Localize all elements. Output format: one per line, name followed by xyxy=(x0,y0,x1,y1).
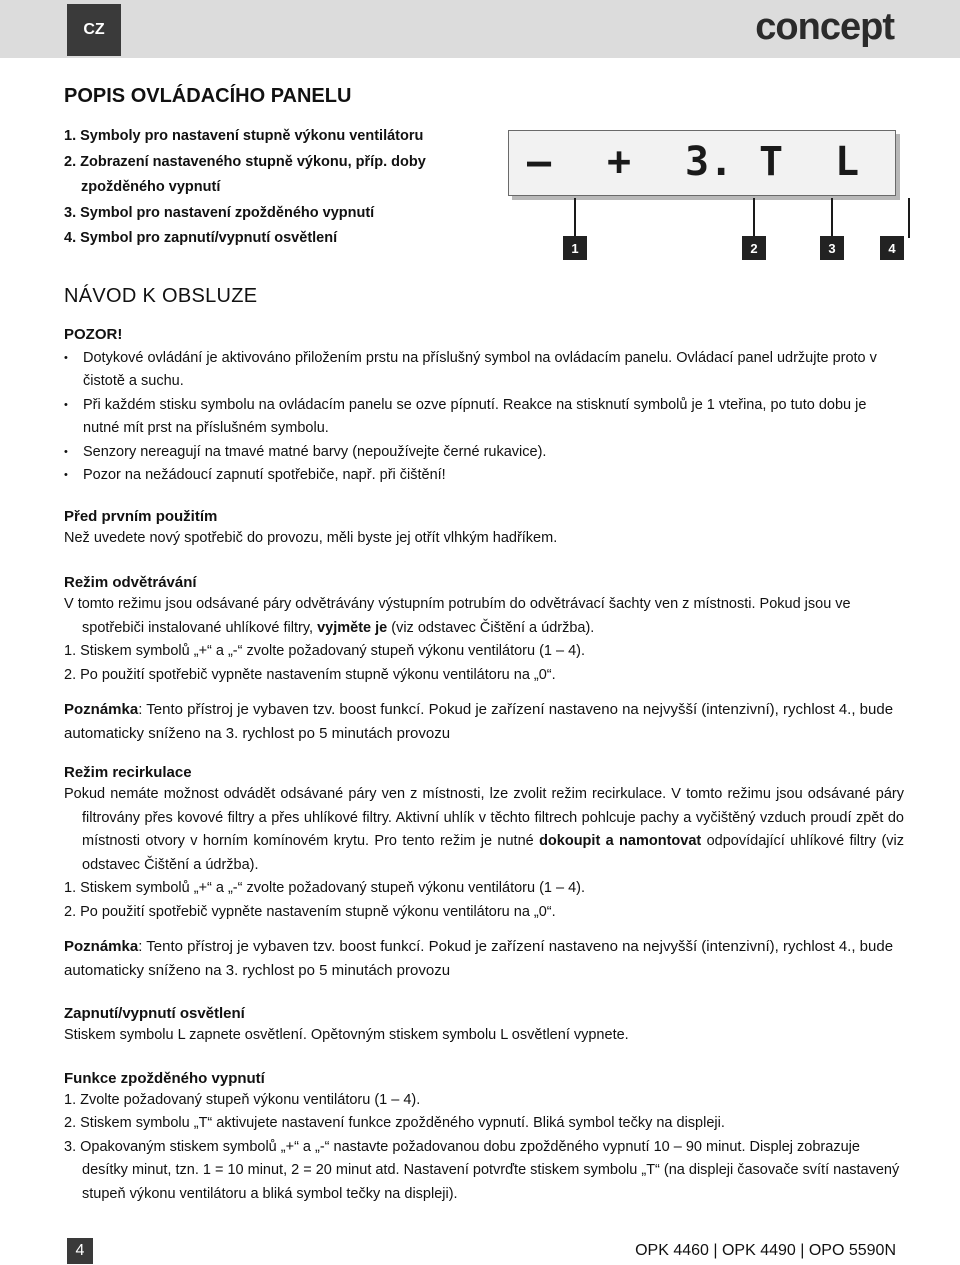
delay-step: 2. Stiskem symbolu „T“ aktivujete nastavení funkce zpožděného vypnutí. Bliká symbol tečky na displeji. xyxy=(64,1115,725,1131)
language-tab: CZ xyxy=(67,4,121,56)
panel-legend-item: 3. Symbol pro nastavení zpožděného vypnutí xyxy=(64,204,375,221)
callout-label: 2 xyxy=(742,236,766,260)
warning-item: • Pozor na nežádoucí zapnutí spotřebiče, např. při čištění! xyxy=(64,464,904,488)
ventilation-title: Režim odvětrávání xyxy=(64,574,197,591)
ventilation-text xyxy=(64,593,904,640)
ventilation-text-part: V tomto režimu jsou odsávané páry odvětrávány výstupním potrubím do odvětrávací šachty ven z místnosti. Pokud jsou ve spotřebiči instalované uhlíkové filtry, xyxy=(64,596,851,636)
recirculation-steps xyxy=(64,877,904,924)
ventilation-steps xyxy=(64,640,904,687)
ventilation-text-part: (viz odstavec Čištění a údržba). xyxy=(387,619,595,636)
light-symbol-icon: L xyxy=(835,139,860,185)
delay-step: 1. Zvolte požadovaný stupeň výkonu ventilátoru (1 – 4). xyxy=(64,1091,421,1108)
note-text: : Tento přístroj je vybaven tzv. boost funkcí. Pokud je zařízení nastaveno na nejvyšší (intenzivní), rychlost 4., bude automaticky sníženo na 3. rychlost po 5 minutách provozu xyxy=(64,938,894,979)
delay-steps xyxy=(64,1089,904,1207)
first-use-title: Před prvním použitím xyxy=(64,507,218,525)
recirculation-title: Režim recirkulace xyxy=(64,764,192,781)
panel-legend-item: 4. Symbol pro zapnutí/vypnutí osvětlení xyxy=(64,230,338,246)
note-label: Poznámka xyxy=(64,938,139,955)
footer-models: OPK 4460 | OPK 4490 | OPO 5590N xyxy=(635,1242,896,1259)
recirculation-step: 2. Po použití spotřebič vypněte nastavením stupně výkonu ventilátoru na „0“. xyxy=(64,903,556,920)
panel-legend-item: 1. Symboly pro nastavení stupně výkonu ventilátoru xyxy=(64,128,424,144)
callout-line xyxy=(831,198,833,238)
callout-line xyxy=(908,198,910,238)
callout-label: 1 xyxy=(563,236,587,260)
timer-symbol-icon: T xyxy=(759,139,784,185)
delay-title: Funkce zpožděného vypnutí xyxy=(64,1069,265,1087)
note-text: : Tento přístroj je vybaven tzv. boost funkcí. Pokud je zařízení nastaveno na nejvyšší (intenzivní), rychlost 4., bude automaticky sníženo na 3. rychlost po 5 minutách provozu xyxy=(64,701,894,742)
warning-list xyxy=(64,347,904,488)
callout-line xyxy=(574,198,576,238)
note-label: Poznámka xyxy=(64,701,139,718)
recirculation-text xyxy=(64,783,904,877)
warning-item: • Při každém stisku symbolu na ovládacím panelu se ozve pípnutí. Reakce na stisknutí symbolů je 1 vteřina, po tuto dobu je nutné mít prst na příslušném symbolu. xyxy=(64,394,904,441)
minus-symbol-icon: – xyxy=(527,139,552,185)
speed-display-digit: 3. xyxy=(685,139,734,185)
control-panel-display xyxy=(508,130,896,196)
manual-section-title: NÁVOD K OBSLUZE xyxy=(64,284,258,307)
recirculation-text-part: Pokud nemáte možnost odvádět odsávané páry ven z místnosti, lze zvolit režim recirkulace. V tomto režimu jsou odsávané páry filtrovány přes kovové filtry a přes uhlíkové filtry. Aktivní uhlík v těchto filtrech pohlcuje pachy a vyčištěný vzduch proudí zpět do místnosti otvory v horním komínovém krytu. Pro tento režim je nutné xyxy=(64,786,904,849)
page-number: 4 xyxy=(67,1238,93,1264)
brand-logo: concept xyxy=(755,6,894,48)
ventilation-text-bold: vyjměte je xyxy=(317,619,388,636)
callout-label: 3 xyxy=(820,236,844,260)
warning-title: POZOR! xyxy=(64,325,123,343)
panel-section-title: POPIS OVLÁDACÍHO PANELU xyxy=(64,85,352,107)
callout-line xyxy=(753,198,755,238)
panel-legend-list xyxy=(64,124,484,252)
first-use-text: Než uvedete nový spotřebič do provozu, měli byste jej otřít vlhkým hadříkem. xyxy=(64,529,558,546)
recirculation-text-bold: dokoupit a namontovat xyxy=(539,833,702,849)
lighting-text: Stiskem symbolu L zapnete osvětlení. Opětovným stiskem symbolu L osvětlení vypnete. xyxy=(64,1027,629,1043)
warning-item: • Senzory nereagují na tmavé matné barvy (nepoužívejte černé rukavice). xyxy=(64,441,904,465)
control-panel-diagram xyxy=(508,130,904,270)
page-content xyxy=(64,85,904,1206)
panel-legend-item: 2. Zobrazení nastaveného stupně výkonu, příp. doby zpožděného vypnutí xyxy=(64,153,426,195)
delay-step: 3. Opakovaným stiskem symbolů „+“ a „-“ nastavte požadovanou dobu zpožděného vypnutí 10 – 90 minut. Displej zobrazuje desítky minut, tzn. 1 = 10 minut, 2 = 20 minut atd. Nastavení potvrďte stiskem symbolu „T“ (na displeji časovače svítí nastavený stupeň výkonu ventilátoru a bliká symbol tečky na displeji). xyxy=(64,1138,900,1202)
warning-item: • Dotykové ovládání je aktivováno přiložením prstu na příslušný symbol na ovládacím panelu. Ovládací panel udržujte proto v čistotě a suchu. xyxy=(64,347,904,394)
recirculation-text-part: odpovídající uhlíkové filtry (viz odstavec Čištění a údržba). xyxy=(82,833,905,873)
ventilation-step: 2. Po použití spotřebič vypněte nastavením stupně výkonu ventilátoru na „0“. xyxy=(64,666,556,683)
recirculation-step: 1. Stiskem symbolů „+“ a „-“ zvolte požadovaný stupeň výkonu ventilátoru (1 – 4). xyxy=(64,880,586,896)
callout-label: 4 xyxy=(880,236,904,260)
plus-symbol-icon: + xyxy=(607,139,632,185)
ventilation-note xyxy=(64,698,904,746)
ventilation-step: 1. Stiskem symbolů „+“ a „-“ zvolte požadovaný stupeň výkonu ventilátoru (1 – 4). xyxy=(64,643,586,659)
lighting-title: Zapnutí/vypnutí osvětlení xyxy=(64,1005,245,1022)
recirculation-note xyxy=(64,935,904,983)
